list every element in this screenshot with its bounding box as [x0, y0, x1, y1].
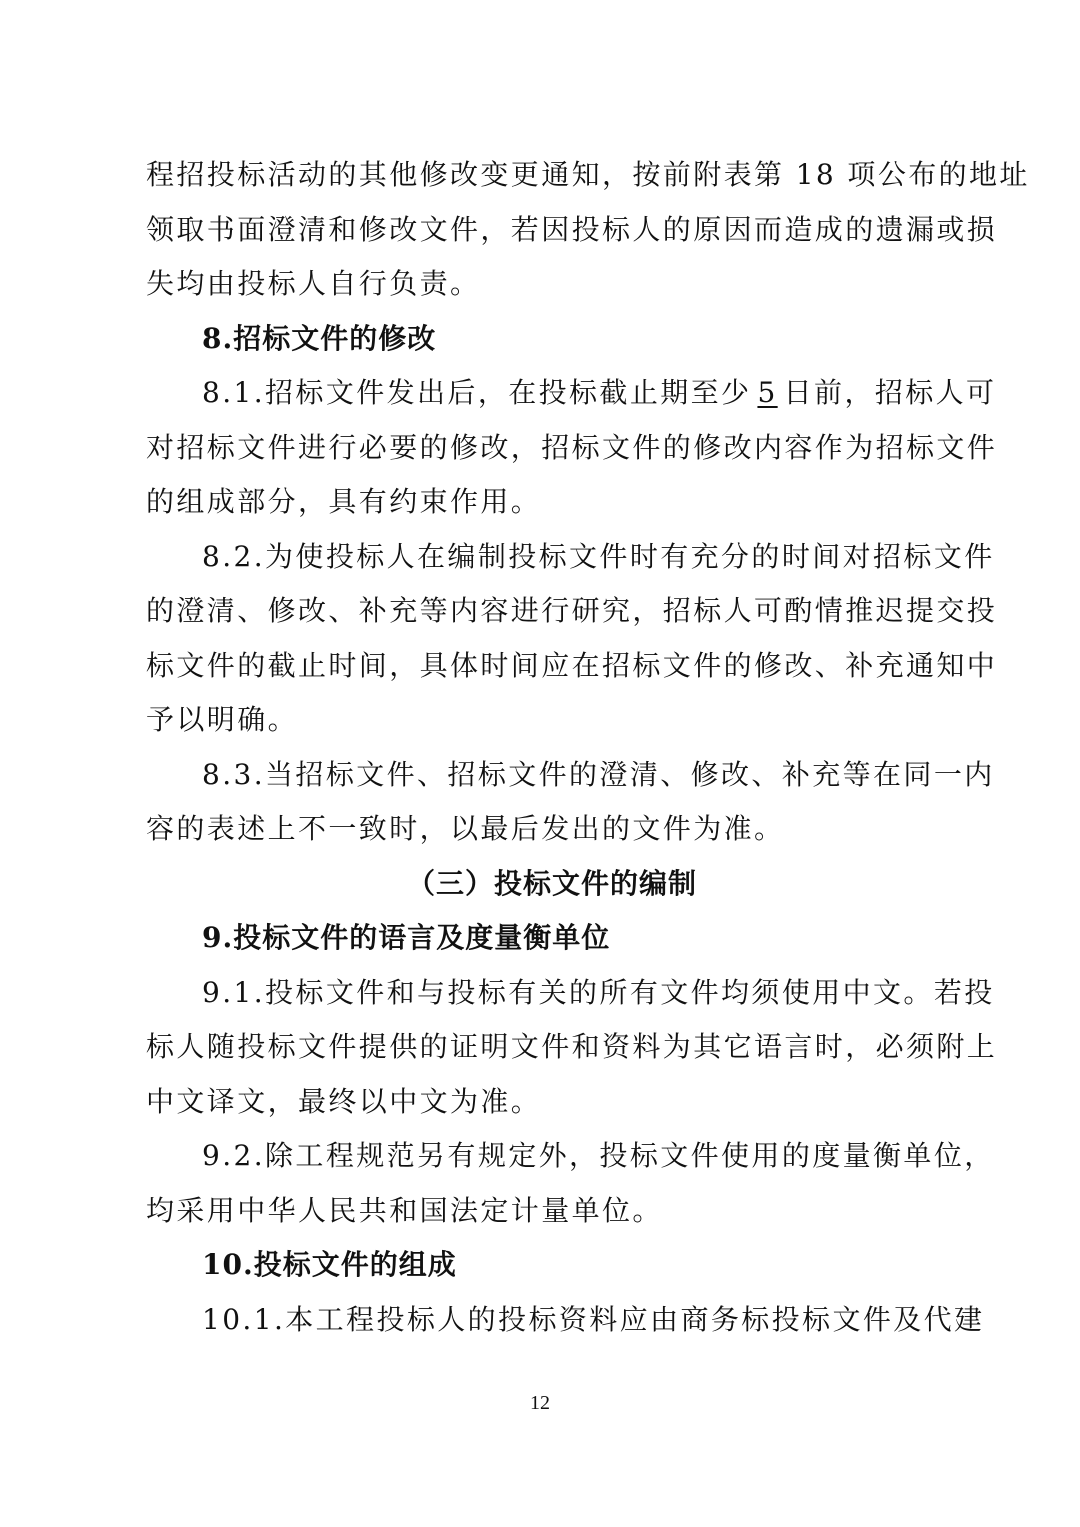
page-number: 12 — [530, 1392, 550, 1414]
paragraph-9-2 — [146, 1129, 995, 1238]
section-heading-3: （三）投标文件的编制 — [406, 866, 697, 900]
text-line: 8.2.为使投标人在编制投标文件时有充分的时间对招标文件 — [202, 539, 995, 573]
text-line: 的澄清、修改、补充等内容进行研究，招标人可酌情推迟提交投 — [146, 594, 998, 627]
text-line: 领取书面澄清和修改文件，若因投标人的原因而造成的遗漏或损 — [146, 212, 998, 246]
text-line: 的组成部分，具有约束作用。 — [146, 485, 542, 518]
underlined-days: 5 — [757, 376, 778, 409]
text-line: 对招标文件进行必要的修改，招标文件的修改内容作为招标文件 — [146, 430, 998, 464]
text-line: 8.3.当招标文件、招标文件的澄清、修改、补充等在同一内 — [202, 757, 995, 791]
text-line: 失均由投标人自行负责。 — [146, 267, 481, 300]
text-segment: 日前，招标人可 — [783, 376, 997, 409]
heading-10: 10.投标文件的组成 — [202, 1248, 457, 1281]
paragraph-8-2 — [146, 530, 998, 748]
text-line: 9.1.投标文件和与投标有关的所有文件均须使用中文。若投 — [202, 975, 995, 1009]
paragraph-9-1 — [146, 966, 998, 1130]
text-line — [146, 366, 997, 421]
text-segment: 8.1.招标文件发出后，在投标截止期至少 — [202, 376, 752, 409]
text-line: 10.1.本工程投标人的投标资料应由商务标投标文件及代建 — [202, 1302, 985, 1336]
text-line: 标文件的截止时间，具体时间应在招标文件的修改、补充通知中 — [146, 648, 998, 682]
text-line: 均采用中华人民共和国法定计量单位。 — [146, 1193, 663, 1227]
paragraph-8-1 — [146, 366, 998, 530]
text-line: 中文译文，最终以中文为准。 — [146, 1084, 542, 1118]
document-body — [146, 148, 1030, 1347]
heading-8: 8.招标文件的修改 — [202, 321, 437, 355]
text-line: 予以明确。 — [146, 703, 299, 736]
text-line: 程招投标活动的其他修改变更通知，按前附表第 18 项公布的地址 — [146, 158, 1030, 191]
paragraph-continuation — [146, 148, 1030, 312]
text-line: 容的表述上不一致时，以最后发出的文件为准。 — [146, 812, 785, 845]
paragraph-8-3 — [146, 748, 995, 857]
heading-9: 9.投标文件的语言及度量衡单位 — [202, 921, 611, 954]
text-line: 标人随投标文件提供的证明文件和资料为其它语言时，必须附上 — [146, 1030, 998, 1063]
paragraph-10-1 — [146, 1293, 985, 1348]
text-line: 9.2.除工程规范另有规定外，投标文件使用的度量衡单位， — [202, 1139, 995, 1172]
